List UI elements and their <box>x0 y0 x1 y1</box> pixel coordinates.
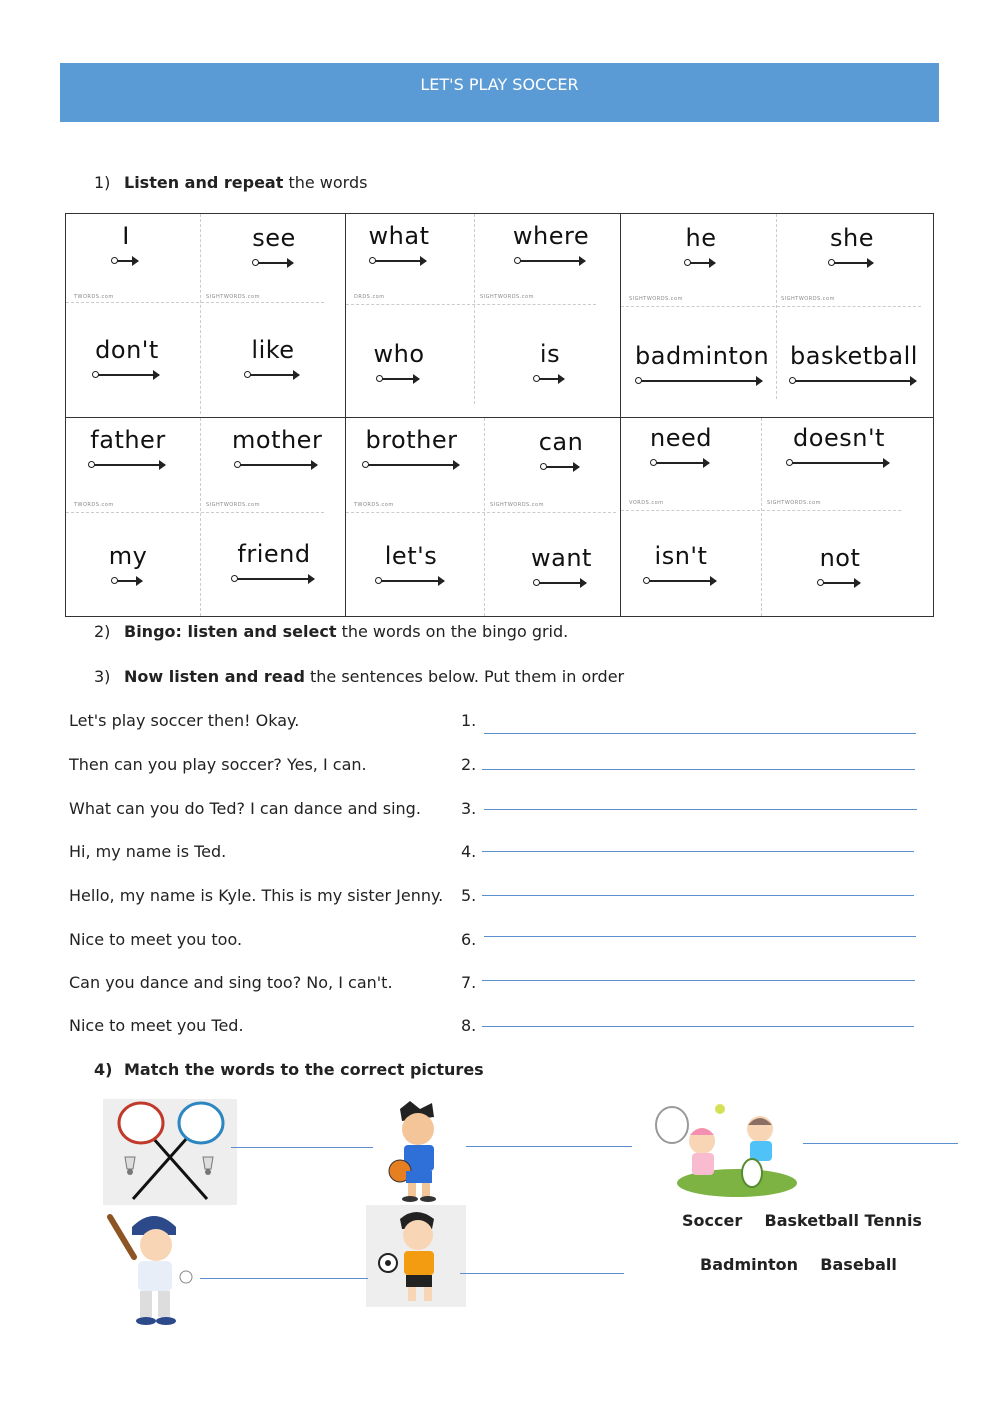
match-line-basketball[interactable] <box>466 1146 632 1147</box>
sentence: Hi, my name is Ted. <box>69 842 227 861</box>
instruction-1: 1) Listen and repeat the words <box>94 173 368 192</box>
word-card: what <box>364 222 434 262</box>
word-card: brother <box>364 426 459 466</box>
sentence: What can you do Ted? I can dance and sing. <box>69 799 421 818</box>
word-card: where <box>506 222 596 262</box>
word-card: badminton <box>635 342 765 382</box>
word-group-6: VORDS.com SIGHTWORDS.com need doesn't isn't not <box>621 418 933 616</box>
answer-line[interactable] <box>482 769 915 770</box>
answer-number: 2. <box>461 755 477 774</box>
badminton-picture <box>103 1099 237 1205</box>
match-line-soccer[interactable] <box>460 1273 624 1274</box>
sentence: Let's play soccer then! Okay. <box>69 711 300 730</box>
word-card: she <box>821 224 883 264</box>
instruction-4: 4) Match the words to the correct pictures <box>94 1060 484 1079</box>
answer-line[interactable] <box>484 809 917 810</box>
match-line-baseball[interactable] <box>200 1278 368 1279</box>
answer-line[interactable] <box>482 980 915 981</box>
sentence: Can you dance and sing too? No, I can't. <box>69 973 393 992</box>
answer-line[interactable] <box>482 851 914 852</box>
basketball-picture <box>380 1099 456 1203</box>
sentence: Hello, my name is Kyle. This is my sister Jenny. <box>69 886 444 905</box>
answer-number: 4. <box>461 842 477 861</box>
word-card: isn't <box>645 542 717 582</box>
word-card: can <box>536 428 586 468</box>
answer-line[interactable] <box>484 936 916 937</box>
word-group-4: TWORDS.com SIGHTWORDS.com father mother my friend <box>66 418 346 616</box>
baseball-picture <box>104 1207 200 1329</box>
word-card: see <box>244 224 304 264</box>
answer-number: 7. <box>461 973 477 992</box>
sentence: Then can you play soccer? Yes, I can. <box>69 755 367 774</box>
word-group-1: TWORDS.com SIGHTWORDS.com I see don't like <box>66 214 346 418</box>
soccer-picture <box>366 1205 466 1307</box>
word-card: basketball <box>789 342 919 382</box>
word-card: I <box>96 222 156 262</box>
word-card: need <box>645 424 717 464</box>
word-card: like <box>238 336 308 376</box>
answer-line[interactable] <box>482 895 914 896</box>
word-group-3: SIGHTWORDS.com SIGHTWORDS.com he she badminton basketball <box>621 214 933 418</box>
word-card: my <box>104 542 152 582</box>
answer-line[interactable] <box>484 733 916 734</box>
word-card: not <box>811 544 869 584</box>
answer-line[interactable] <box>482 1026 914 1027</box>
title-banner <box>60 63 939 122</box>
word-group-5: TWORDS.com SIGHTWORDS.com brother can let's want <box>346 418 621 616</box>
answer-number: 1. <box>461 711 477 730</box>
word-card: who <box>368 340 430 380</box>
answer-number: 5. <box>461 886 477 905</box>
page-title: LET'S PLAY SOCCER <box>420 75 579 94</box>
answer-number: 8. <box>461 1016 477 1035</box>
sentence: Nice to meet you Ted. <box>69 1016 244 1035</box>
word-group-2: DRDS.com SIGHTWORDS.com what where who is <box>346 214 621 418</box>
sight-word-grid <box>65 213 934 617</box>
word-card: don't <box>86 336 168 376</box>
instruction-2: 2) Bingo: listen and select the words on the bingo grid. <box>94 622 569 641</box>
sentence: Nice to meet you too. <box>69 930 243 949</box>
word-card: he <box>676 224 726 264</box>
word-card: let's <box>376 542 446 582</box>
word-card: doesn't <box>787 424 891 464</box>
match-line-badminton[interactable] <box>231 1147 373 1148</box>
word-card: want <box>531 544 591 584</box>
word-bank-line-1: Soccer Basketball Tennis <box>682 1211 922 1230</box>
answer-number: 6. <box>461 930 477 949</box>
match-line-tennis[interactable] <box>803 1143 958 1144</box>
tennis-picture <box>652 1103 798 1199</box>
answer-number: 3. <box>461 799 477 818</box>
word-card: friend <box>234 540 314 580</box>
instruction-3: 3) Now listen and read the sentences below. Put them in order <box>94 667 625 686</box>
word-card: mother <box>232 426 322 466</box>
word-card: father <box>88 426 168 466</box>
word-bank-line-2: Badminton Baseball <box>700 1255 897 1274</box>
word-card: is <box>530 340 570 380</box>
